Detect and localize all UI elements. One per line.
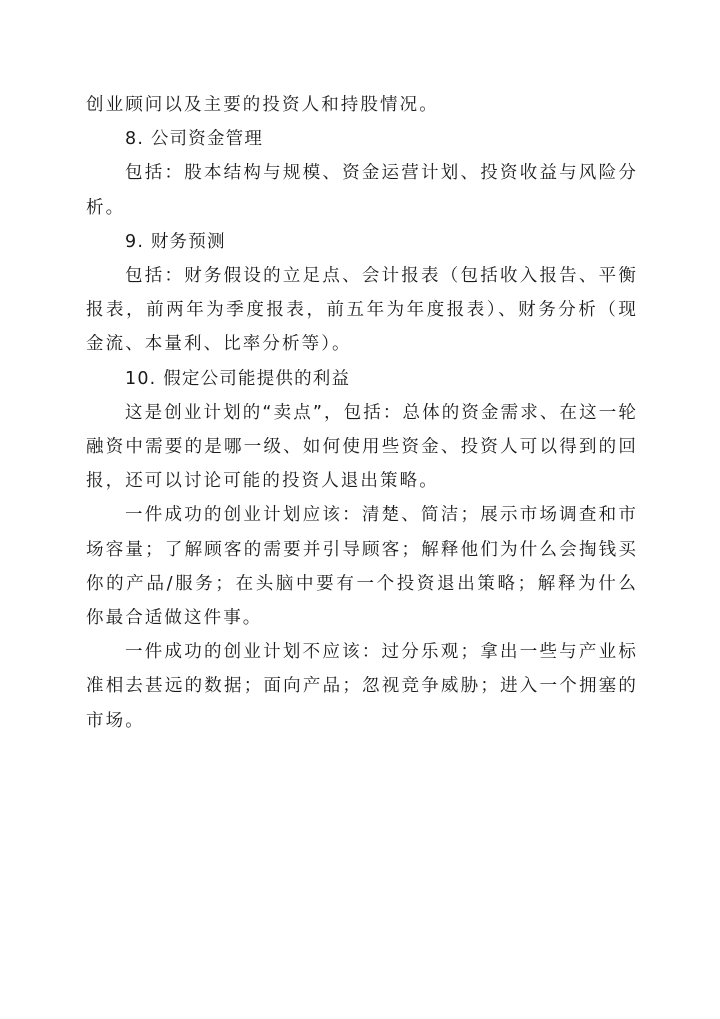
paragraph-should: 一件成功的创业计划应该：清楚、简洁；展示市场调查和市场容量；了解顾客的需要并引导顾客；解释他们为什么会掏钱买你的产品/服务；在头脑中要有一个投资退出策略；解释为什么你最合适做这件事。 [86, 505, 638, 629]
section-heading-10: 10. 假定公司能提供的利益 [125, 368, 351, 389]
paragraph-continuation: 创业顾问以及主要的投资人和持股情况。 [86, 95, 439, 115]
paragraph-should-not: 一件成功的创业计划不应该：过分乐观；拿出一些与产业标准相去甚远的数据；面向产品；忽视竞争威胁；进入一个拥塞的市场。 [86, 642, 638, 731]
paragraph-benefits: 这是创业计划的“卖点”，包括：总体的资金需求、在这一轮融资中需要的是哪一级、如何使用些资金、投资人可以得到的回报，还可以讨论可能的投资人退出策略。 [86, 402, 638, 492]
document-body [86, 88, 638, 738]
section-heading-8: 8. 公司资金管理 [125, 129, 264, 150]
paragraph-capital-management: 包括：股本结构与规模、资金运营计划、投资收益与风险分析。 [86, 163, 638, 218]
paragraph-financial-forecast: 包括：财务假设的立足点、会计报表（包括收入报告、平衡报表，前两年为季度报表，前五年为年度报表）、财务分析（现金流、本量利、比率分析等）。 [86, 266, 638, 355]
section-heading-9: 9. 财务预测 [125, 231, 226, 252]
